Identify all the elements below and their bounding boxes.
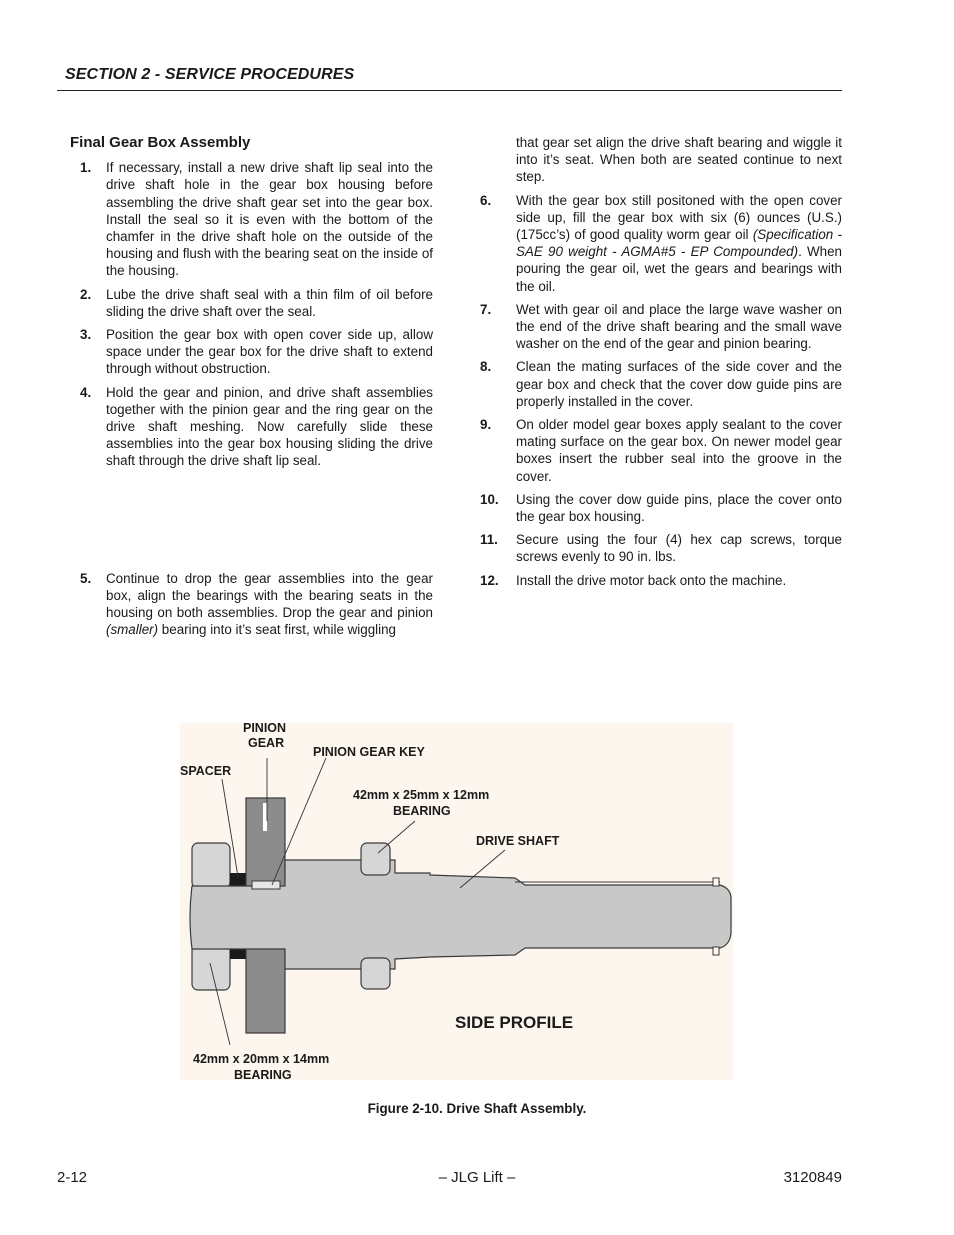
drive-shaft-figure: [180, 723, 733, 1080]
step-5: [70, 570, 433, 639]
label-pinion: PINION: [243, 723, 287, 735]
right-step-list: [480, 301, 842, 589]
pinion-gear-bottom: [246, 945, 285, 1033]
step-12: [480, 572, 842, 589]
section-title: SECTION 2 - SERVICE PROCEDURES: [65, 66, 355, 83]
step-text: On older model gear boxes apply sealant to the cover mating surface on the gear box. On newer model gear boxes insert the rubber seal into the groove in the cover.: [516, 417, 842, 484]
step-7: [480, 301, 842, 353]
footer-brand: – JLG Lift –: [438, 1169, 516, 1186]
step-number: 5.: [80, 570, 92, 586]
step-text: Using the cover dow guide pins, place the cover onto the gear box housing.: [516, 491, 842, 525]
pinion-gear-key: [252, 881, 280, 889]
step-8: [480, 358, 842, 410]
step-text: If necessary, install a new drive shaft lip seal into the drive shaft hole in the gear box housing before assembling the drive shaft gear set into the gear box. Install the seal so it is even with the bottom of the chamfer in the drive shaft hole on the outside of the housing and flush with the bearing seat on the inside of the housing.: [106, 160, 433, 279]
pinion-gear-highlight: [263, 803, 267, 831]
label-pinion-gear-key: PINION GEAR KEY: [313, 745, 425, 759]
step-number: 12.: [480, 572, 499, 588]
retaining-groove-top: [713, 878, 719, 886]
step-number: 1.: [80, 160, 92, 176]
label-right-bearing-size: 42mm x 25mm x 12mm: [353, 788, 490, 802]
step-number: 10.: [480, 491, 499, 507]
label-left-bearing: BEARING: [234, 1068, 292, 1080]
step-number: 6.: [480, 192, 492, 208]
page-header: [57, 64, 842, 91]
step-1: [70, 159, 433, 279]
leader-right-bearing: [378, 821, 415, 853]
step-text: Wet with gear oil and place the large wave washer on the end of the drive shaft bearing and the small wave washer on the end of the gear and pinion bearing.: [516, 301, 842, 352]
retaining-groove-bottom: [713, 947, 719, 955]
right-column: [480, 134, 842, 595]
step-9: [480, 416, 842, 485]
step-11: [480, 531, 842, 565]
right-bearing-top: [361, 843, 390, 875]
step-italic-text: (smaller): [106, 622, 159, 638]
right-bearing-bottom: [361, 958, 390, 989]
figure-caption: Figure 2-10. Drive Shaft Assembly.: [367, 1101, 587, 1116]
step-3: [70, 326, 433, 378]
step-6: [480, 192, 842, 295]
step-10: [480, 491, 842, 525]
step-number: 9.: [480, 417, 492, 433]
left-column: [70, 134, 433, 644]
step-text: Clean the mating surfaces of the side cover and the gear box and check that the cover dow guide pins are properly installed in the cover.: [516, 359, 842, 409]
step-text: With the gear box still positoned with the open cover side up, fill the gear box with six (6) ounces (U.S.) (175cc’s) of good quality worm gear oil: [516, 192, 842, 243]
label-spacer: SPACER: [180, 764, 232, 778]
step-number: 11.: [480, 532, 498, 548]
step-text: Install the drive motor back onto the machine.: [516, 572, 787, 588]
step-5-continued: that gear set align the drive shaft bearing and wiggle it into it’s seat. When both are seated continue to next step.: [516, 135, 842, 185]
page-number: 2-12: [57, 1169, 88, 1186]
step-number: 2.: [80, 286, 92, 302]
step-text: . When pouring the gear oil, wet the gears and bearings with the oil.: [516, 244, 843, 294]
drive-shaft-diagram: [180, 723, 733, 1080]
left-bearing-top: [192, 843, 230, 888]
label-side-profile: SIDE PROFILE: [455, 1013, 574, 1032]
step-text: bearing into it’s seat first, while wiggling: [158, 622, 397, 638]
step-4: [70, 384, 433, 470]
label-left-bearing-size: 42mm x 20mm x 14mm: [193, 1052, 330, 1066]
label-right-bearing: BEARING: [393, 804, 451, 818]
step-text: Secure using the four (4) hex cap screws, torque screws evenly to 90 in. lbs.: [516, 532, 842, 565]
step-number: 7.: [480, 301, 492, 317]
label-gear: GEAR: [248, 736, 285, 750]
step-text: Position the gear box with open cover side up, allow space under the gear box for the drive shaft to extend through without obstruction.: [106, 327, 433, 377]
step-text: Hold the gear and pinion, and drive shaft assemblies together with the pinion gear and the ring gear on the drive shaft meshing. Now carefully slide these assemblies into the gear box housing sliding the drive shaft through the drive shaft lip seal.: [106, 384, 433, 469]
label-drive-shaft: DRIVE SHAFT: [476, 834, 560, 848]
procedure-title: Final Gear Box Assembly: [70, 134, 251, 151]
step-text: Lube the drive shaft seal with a thin film of oil before sliding the drive shaft over the seal.: [106, 286, 433, 319]
step-number: 3.: [80, 327, 92, 343]
step-number: 4.: [80, 384, 92, 400]
step-number: 8.: [480, 359, 492, 375]
step-text: Continue to drop the gear assemblies into the gear box, align the bearings with the bearing seats in the housing on both assemblies. Drop the gear and pinion: [106, 570, 433, 621]
document-number: 3120849: [783, 1169, 842, 1186]
step-italic-text: (Specification - SAE 90 weight - AGMA#5 - EP Compounded): [516, 227, 842, 260]
left-step-list: [70, 159, 433, 469]
step-2: [70, 286, 433, 320]
